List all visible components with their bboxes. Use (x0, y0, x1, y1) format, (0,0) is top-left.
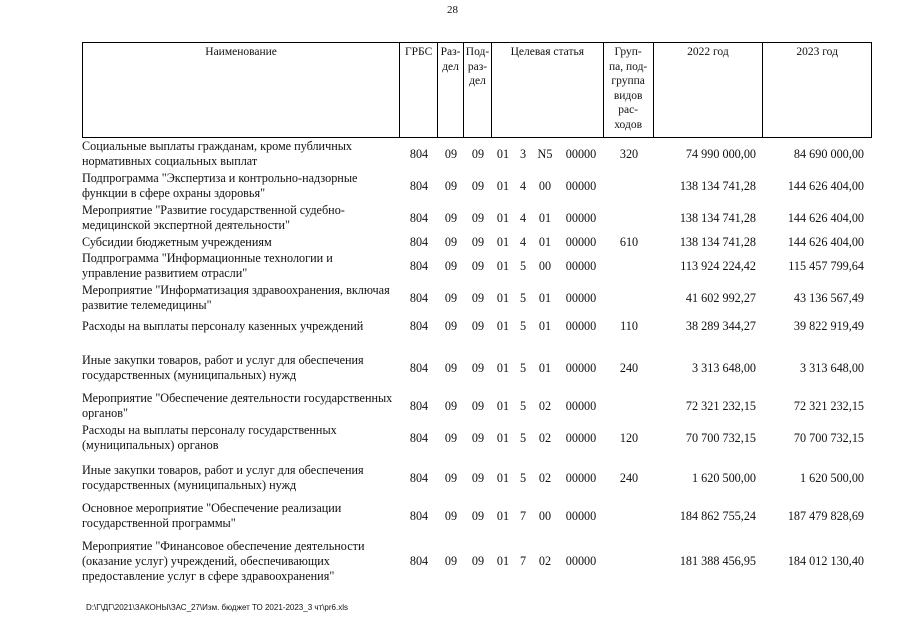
row-name: Иные закупки товаров, работ и услуг для обеспечения государственных (муниципальных) нужд (82, 463, 364, 492)
cell-t3: 01 (538, 290, 552, 305)
row-name: Мероприятие "Информатизация здравоохранения, включая развитие телемедицины" (82, 283, 390, 312)
cell-t2: 4 (519, 234, 527, 249)
cell-razdel: 09 (444, 290, 458, 305)
cell-t4: 00000 (565, 178, 597, 193)
cell-t4: 00000 (565, 508, 597, 523)
cell-t2: 5 (519, 290, 527, 305)
table-row (82, 138, 872, 170)
cell-group: 320 (619, 146, 639, 161)
cell-podrazdel: 09 (471, 553, 485, 568)
cell-t3: 00 (538, 258, 552, 273)
cell-t1: 01 (496, 210, 510, 225)
cell-y2023: 84 690 000,00 (793, 146, 864, 161)
cell-y2023: 3 313 648,00 (800, 360, 864, 375)
cell-grbs: 804 (409, 234, 429, 249)
table-row (82, 314, 872, 338)
file-path-footer: D:\Г\ДГ\2021\ЗАКОНЫ\ЗАС_27\Изм. бюджет ТО 2021-2023_3 чт\pr6.xls (86, 603, 348, 612)
cell-t2: 4 (519, 178, 527, 193)
cell-razdel: 09 (444, 430, 458, 445)
cell-t2: 3 (519, 146, 527, 161)
row-name: Расходы на выплаты персоналу государственных (муниципальных) органов (82, 423, 337, 452)
row-name: Иные закупки товаров, работ и услуг для обеспечения государственных (муниципальных) нужд (82, 353, 364, 382)
cell-y2022: 38 289 344,27 (685, 318, 756, 333)
cell-t4: 00000 (565, 318, 597, 333)
cell-t2: 5 (519, 258, 527, 273)
table-row (82, 538, 872, 584)
cell-t2: 7 (519, 508, 527, 523)
cell-t1: 01 (496, 234, 510, 249)
cell-y2022: 113 924 224,42 (680, 258, 756, 273)
cell-grbs: 804 (409, 398, 429, 413)
cell-group: 110 (620, 318, 638, 333)
cell-y2023: 39 822 919,49 (793, 318, 864, 333)
cell-t1: 01 (496, 430, 510, 445)
cell-y2022: 70 700 732,15 (685, 430, 756, 445)
cell-t3: 02 (538, 553, 552, 568)
cell-t2: 5 (519, 360, 527, 375)
cell-t3: N5 (537, 146, 553, 161)
table-row (82, 498, 872, 534)
cell-grbs: 804 (409, 318, 429, 333)
cell-t3: 00 (538, 508, 552, 523)
table-row (82, 390, 872, 422)
cell-t4: 00000 (565, 146, 597, 161)
cell-y2023: 144 626 404,00 (787, 178, 864, 193)
cell-y2022: 138 134 741,28 (679, 178, 756, 193)
cell-y2023: 43 136 567,49 (793, 290, 864, 305)
cell-grbs: 804 (409, 553, 429, 568)
cell-grbs: 804 (409, 430, 429, 445)
cell-grbs: 804 (409, 360, 429, 375)
cell-y2022: 72 321 232,15 (685, 398, 756, 413)
cell-podrazdel: 09 (471, 360, 485, 375)
cell-group: 240 (619, 360, 639, 375)
cell-group: 610 (619, 234, 639, 249)
header-razdel: Раз- дел (438, 43, 464, 137)
cell-y2022: 74 990 000,00 (685, 146, 756, 161)
cell-t2: 5 (519, 318, 527, 333)
cell-y2022: 3 313 648,00 (692, 360, 756, 375)
table-row (82, 170, 872, 202)
cell-t2: 5 (519, 398, 527, 413)
header-2023: 2023 год (796, 46, 838, 58)
header-podrazdel: Под- раз- дел (464, 43, 492, 137)
cell-podrazdel: 09 (471, 234, 485, 249)
cell-razdel: 09 (444, 508, 458, 523)
cell-y2023: 144 626 404,00 (787, 210, 864, 225)
cell-group: 120 (619, 430, 639, 445)
cell-t4: 00000 (565, 398, 597, 413)
cell-t3: 02 (538, 470, 552, 485)
cell-grbs: 804 (409, 146, 429, 161)
cell-razdel: 09 (444, 318, 458, 333)
cell-t4: 00000 (565, 470, 597, 485)
cell-podrazdel: 09 (471, 178, 485, 193)
header-expense-group: Груп- па, под- группа видов рас- ходов (604, 43, 654, 137)
cell-t1: 01 (496, 318, 510, 333)
cell-razdel: 09 (444, 470, 458, 485)
cell-podrazdel: 09 (471, 398, 485, 413)
cell-t4: 00000 (565, 290, 597, 305)
cell-t1: 01 (496, 360, 510, 375)
header-target-article: Целевая статья (492, 43, 604, 137)
cell-t1: 01 (496, 470, 510, 485)
cell-y2023: 70 700 732,15 (793, 430, 864, 445)
cell-podrazdel: 09 (471, 210, 485, 225)
cell-t1: 01 (496, 258, 510, 273)
cell-y2023: 184 012 130,40 (787, 553, 864, 568)
cell-razdel: 09 (444, 398, 458, 413)
row-name: Подпрограмма "Информационные технологии и управление развитием отрасли" (82, 251, 333, 280)
cell-podrazdel: 09 (471, 258, 485, 273)
cell-t2: 5 (519, 470, 527, 485)
cell-y2023: 72 321 232,15 (793, 398, 864, 413)
cell-podrazdel: 09 (471, 146, 485, 161)
row-name: Основное мероприятие "Обеспечение реализации государственной программы" (82, 501, 342, 530)
cell-y2022: 184 862 755,24 (679, 508, 756, 523)
row-name: Субсидии бюджетным учреждениям (82, 234, 272, 249)
row-name: Мероприятие "Финансовое обеспечение деятельности (оказание услуг) учреждений, обеспечивающих предоставление услуг в сфере здравоохранения" (82, 538, 365, 583)
cell-y2023: 1 620 500,00 (800, 470, 864, 485)
cell-t1: 01 (496, 553, 510, 568)
cell-t1: 01 (496, 146, 510, 161)
page-number: 28 (447, 4, 458, 16)
cell-y2023: 187 479 828,69 (787, 508, 864, 523)
table-row (82, 282, 872, 314)
row-name: Подпрограмма "Экспертиза и контрольно-надзорные функции в сфере охраны здоровья" (82, 171, 358, 200)
cell-razdel: 09 (444, 258, 458, 273)
cell-razdel: 09 (444, 178, 458, 193)
cell-t3: 02 (538, 398, 552, 413)
cell-y2022: 138 134 741,28 (679, 234, 756, 249)
cell-t4: 00000 (565, 234, 597, 249)
cell-t2: 7 (519, 553, 527, 568)
cell-t4: 00000 (565, 430, 597, 445)
cell-grbs: 804 (409, 258, 429, 273)
cell-t1: 01 (496, 398, 510, 413)
cell-podrazdel: 09 (471, 430, 485, 445)
cell-y2023: 144 626 404,00 (787, 234, 864, 249)
header-2022: 2022 год (654, 43, 764, 137)
header-grbs: ГРБС (400, 43, 438, 137)
cell-podrazdel: 09 (471, 508, 485, 523)
cell-razdel: 09 (444, 234, 458, 249)
cell-t1: 01 (496, 508, 510, 523)
cell-t3: 01 (538, 234, 552, 249)
cell-y2022: 1 620 500,00 (692, 470, 756, 485)
cell-t3: 01 (538, 318, 552, 333)
cell-group: 240 (619, 470, 639, 485)
cell-y2022: 41 602 992,27 (685, 290, 756, 305)
cell-grbs: 804 (409, 470, 429, 485)
cell-grbs: 804 (409, 508, 429, 523)
row-name: Мероприятие "Обеспечение деятельности государственных органов" (82, 391, 393, 420)
cell-t3: 02 (538, 430, 552, 445)
cell-t1: 01 (496, 178, 510, 193)
cell-razdel: 09 (444, 360, 458, 375)
cell-t2: 4 (519, 210, 527, 225)
table-row (82, 422, 872, 454)
cell-t2: 5 (519, 430, 527, 445)
table-row (82, 234, 872, 250)
cell-razdel: 09 (444, 210, 458, 225)
cell-t3: 01 (538, 210, 552, 225)
cell-grbs: 804 (409, 290, 429, 305)
cell-t3: 00 (538, 178, 552, 193)
header-name: Наименование (83, 43, 400, 137)
table-row (82, 460, 872, 496)
cell-t4: 00000 (565, 258, 597, 273)
table-row (82, 250, 872, 282)
table-row (82, 202, 872, 234)
row-name: Расходы на выплаты персоналу казенных учреждений (82, 318, 364, 333)
row-name: Мероприятие "Развитие государственной судебно- медицинской экспертной деятельности" (82, 203, 345, 232)
table-header (82, 42, 872, 138)
cell-grbs: 804 (409, 178, 429, 193)
table-row (82, 350, 872, 386)
cell-t3: 01 (538, 360, 552, 375)
cell-y2022: 181 388 456,95 (679, 553, 756, 568)
cell-t4: 00000 (565, 210, 597, 225)
cell-podrazdel: 09 (471, 318, 485, 333)
cell-y2022: 138 134 741,28 (679, 210, 756, 225)
cell-t4: 00000 (565, 553, 597, 568)
row-name: Социальные выплаты гражданам, кроме публичных нормативных социальных выплат (82, 139, 352, 168)
cell-razdel: 09 (444, 146, 458, 161)
cell-grbs: 804 (409, 210, 429, 225)
cell-y2023: 115 457 799,64 (788, 258, 864, 273)
cell-podrazdel: 09 (471, 290, 485, 305)
cell-t4: 00000 (565, 360, 597, 375)
cell-t1: 01 (496, 290, 510, 305)
cell-podrazdel: 09 (471, 470, 485, 485)
cell-razdel: 09 (444, 553, 458, 568)
